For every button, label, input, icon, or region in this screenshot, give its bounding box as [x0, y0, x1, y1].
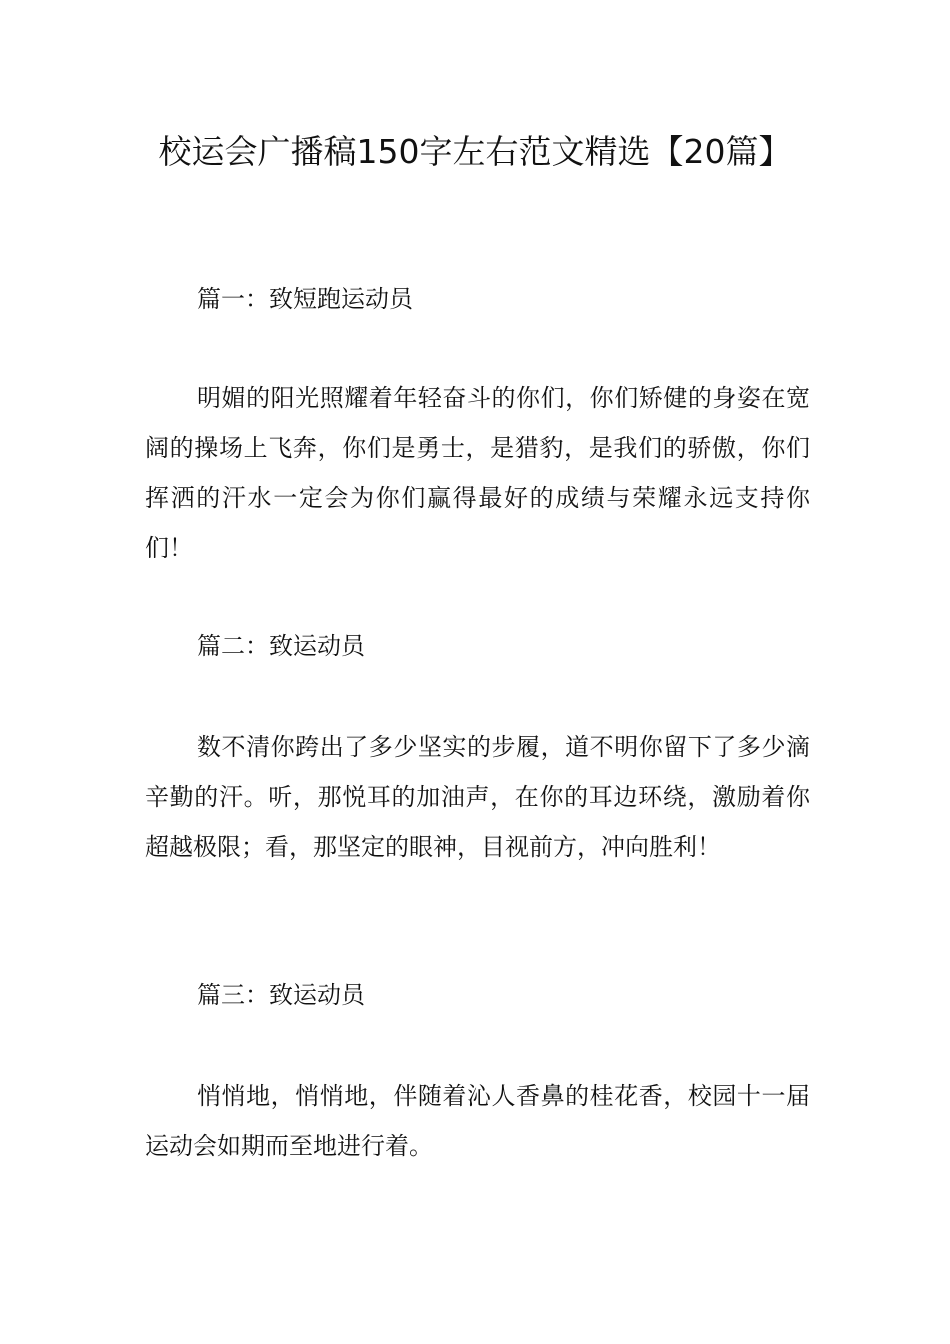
section-heading-1: 篇一：致短跑运动员: [197, 285, 413, 313]
section-body-1: 明媚的阳光照耀着年轻奋斗的你们，你们矫健的身姿在宽阔的操场上飞奔，你们是勇士，是猎豹，是我们的骄傲，你们挥洒的汗水一定会为你们赢得最好的成绩与荣耀永远支持你们！: [145, 384, 810, 562]
section-body-2: 数不清你跨出了多少坚实的步履，道不明你留下了多少滴辛勤的汗。听，那悦耳的加油声，在你的耳边环绕，激励着你超越极限；看，那坚定的眼神，目视前方，冲向胜利！: [145, 733, 810, 861]
section-heading-2: 篇二：致运动员: [197, 632, 365, 660]
document-title: 校运会广播稿150字左右范文精选【20篇】: [158, 132, 792, 171]
section-body-3: 悄悄地，悄悄地，伴随着沁人香鼻的桂花香，校园十一届运动会如期而至地进行着。: [145, 1082, 810, 1160]
section-heading-3: 篇三：致运动员: [197, 981, 365, 1009]
